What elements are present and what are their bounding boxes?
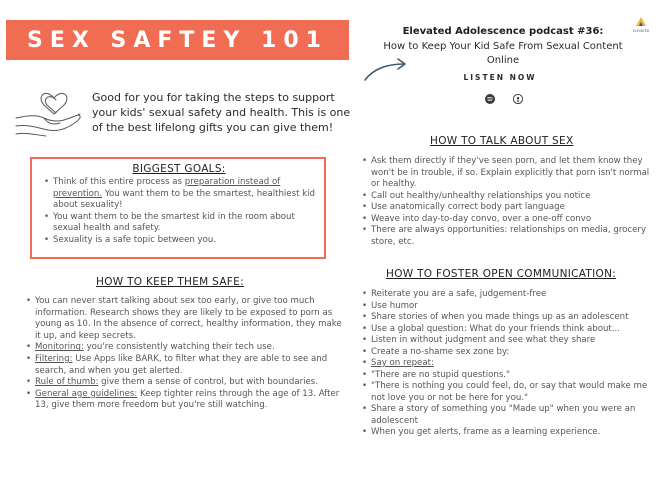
item-label: Rule of thumb: bbox=[35, 377, 99, 388]
list-item: • Use anatomically correct body part language bbox=[360, 202, 650, 214]
spotify-icon[interactable] bbox=[485, 94, 495, 104]
list-item: • You want them to be the smartest kid in the room about sexual health and safety. bbox=[42, 212, 316, 235]
listen-now-link[interactable]: LISTEN NOW bbox=[463, 73, 537, 82]
item-text: Use Apps like BARK, to filter what they are able to see and search, and when you get alerted. bbox=[35, 353, 328, 376]
goal-text: Think of this entire process as bbox=[53, 177, 185, 187]
list-item: • Share a story of something you "Made up" when you were an adolescent bbox=[360, 404, 654, 427]
list-item: • There are always opportunities: relationships on media, grocery store, etc. bbox=[360, 225, 650, 248]
logo-text: ELEVATED bbox=[632, 29, 650, 33]
safe-heading: HOW TO KEEP THEM SAFE: bbox=[96, 276, 244, 288]
communication-heading: HOW TO FOSTER OPEN COMMUNICATION: bbox=[386, 268, 617, 280]
list-item bbox=[24, 342, 342, 354]
item-label: Monitoring: bbox=[35, 342, 84, 353]
list-item: • Weave into day-to-day convo, over a one-off convo bbox=[360, 214, 650, 226]
hands-heart-icon bbox=[14, 78, 90, 140]
goal-text: You want them to be the smartest, healthiest kid about sexuality! bbox=[53, 188, 315, 210]
goals-heading: BIGGEST GOALS: bbox=[132, 163, 226, 175]
podcast-logo-icon bbox=[632, 14, 650, 34]
list-item: • "There is nothing you could feel, do, or say that would make me not love you or not be here for you." bbox=[360, 381, 654, 404]
list-item bbox=[24, 354, 342, 377]
talk-heading: HOW TO TALK ABOUT SEX bbox=[430, 135, 574, 147]
podcast-subtitle: How to Keep Your Kid Safe From Sexual Content Online bbox=[383, 41, 623, 66]
list-item bbox=[360, 358, 654, 370]
title-banner bbox=[6, 20, 349, 60]
page-title: SEX SAFTEY 101 bbox=[27, 27, 328, 53]
item-label: General age guidelines: bbox=[35, 388, 138, 399]
communication-list bbox=[360, 289, 654, 439]
apple-podcasts-icon[interactable] bbox=[513, 94, 523, 104]
talk-list bbox=[360, 156, 650, 248]
list-item: • Use humor bbox=[360, 301, 654, 313]
list-item bbox=[42, 177, 316, 212]
list-item: • Reiterate you are a safe, judgement-free bbox=[360, 289, 654, 301]
goals-list bbox=[42, 177, 316, 246]
list-item: • Create a no-shame sex zone by: bbox=[360, 347, 654, 359]
list-item: • When you get alerts, frame as a learning experience. bbox=[360, 427, 654, 439]
list-item bbox=[24, 389, 342, 412]
list-item bbox=[24, 377, 342, 389]
list-item: • You can never start talking about sex too early, or give too much information. Research shows they are likely to be exposed to porn as young as 10. In the absence of correct, healthy information, they make it up, and keep secrets. bbox=[24, 296, 342, 342]
item-text: you're consistently watching their tech use. bbox=[83, 342, 275, 353]
item-label: Say on repeat: bbox=[371, 358, 434, 368]
goal-highlight: preparation instead of prevention. bbox=[53, 177, 281, 199]
list-item: • Share stories of when you made things up as an adolescent bbox=[360, 312, 654, 324]
list-item: • Call out healthy/unhealthy relationships you notice bbox=[360, 191, 650, 203]
list-item: • Use a global question: What do your friends think about... bbox=[360, 324, 654, 336]
list-item: • Sexuality is a safe topic between you. bbox=[42, 235, 316, 247]
item-text: Keep tighter reins through the age of 13. After 13, give them more freedom but you're still watching. bbox=[35, 388, 340, 411]
safe-list bbox=[24, 296, 342, 412]
item-label: Filtering: bbox=[35, 353, 73, 364]
curved-arrow-icon bbox=[362, 54, 412, 84]
list-item: • Listen in without judgment and see what they share bbox=[360, 335, 654, 347]
intro-text: Good for you for taking the steps to support your kids' sexual safety and health. This is one of the best lifelong gifts you can give them! bbox=[92, 91, 351, 134]
item-text: give them a sense of control, but with boundaries. bbox=[98, 377, 319, 388]
podcast-title: Elevated Adolescence podcast #36: bbox=[402, 26, 604, 37]
goals-box bbox=[30, 157, 326, 259]
list-item: • "There are no stupid questions." bbox=[360, 370, 654, 382]
list-item: • Ask them directly if they've seen porn, and let them know they won't be in trouble, if so. Explain explicitly that porn isn't normal or healthy. bbox=[360, 156, 650, 191]
